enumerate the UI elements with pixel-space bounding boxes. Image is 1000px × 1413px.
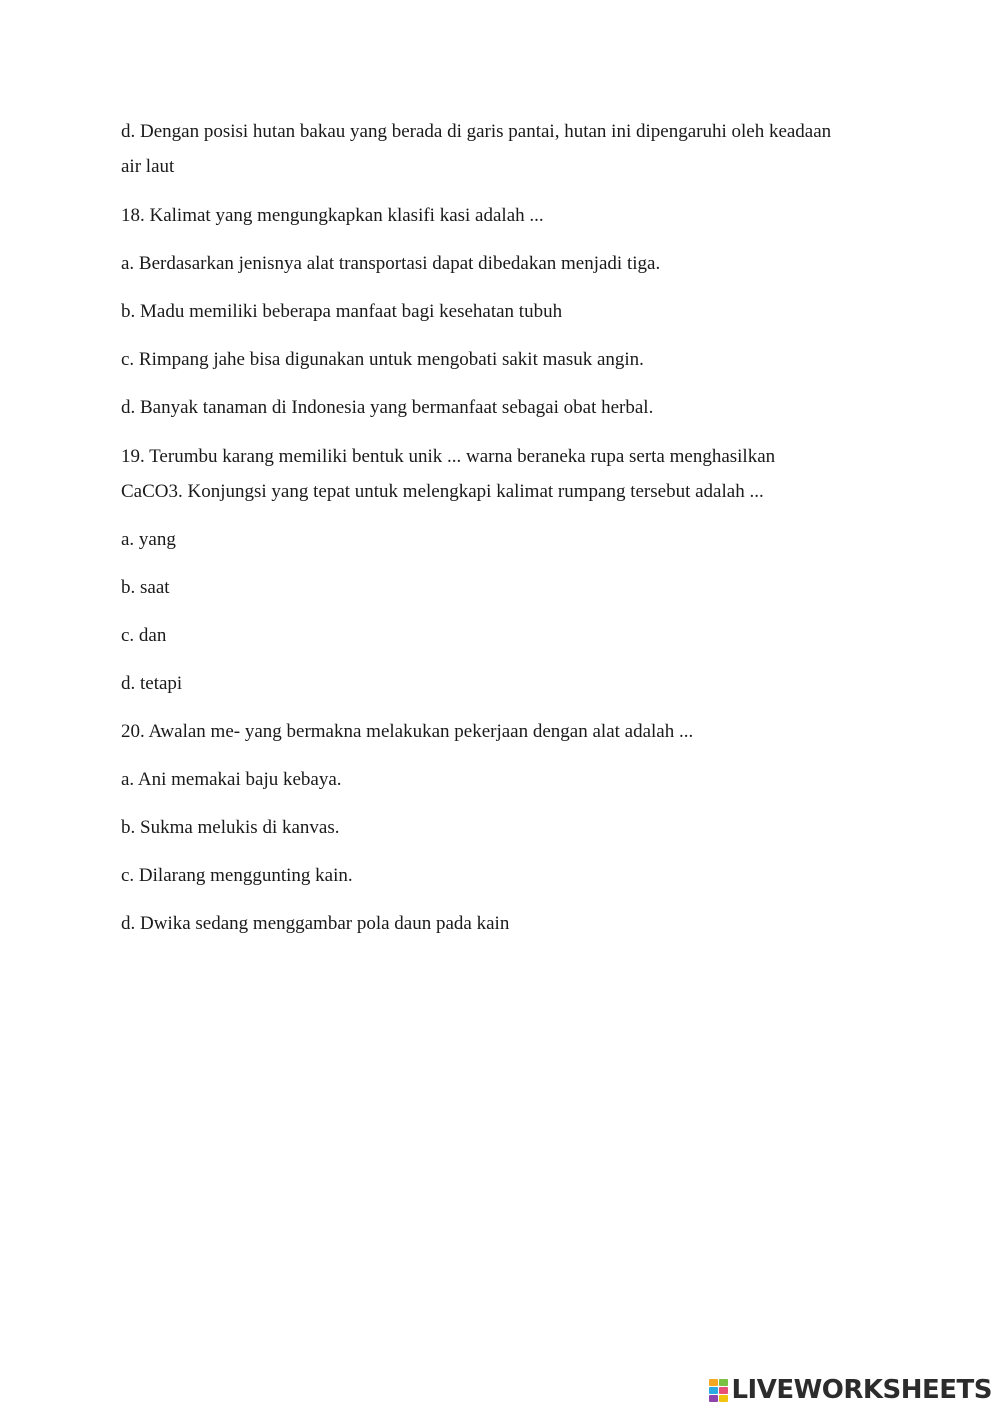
question-18-option-a: a. Berdasarkan jenisnya alat transportasi dapat dibedakan menjadi tiga.: [121, 253, 661, 274]
question-20: 20. Awalan me- yang bermakna melakukan pekerjaan dengan alat adalah ...: [121, 721, 694, 742]
question-18: 18. Kalimat yang mengungkapkan klasifi kasi adalah ...: [121, 205, 544, 226]
question-19-option-a: a. yang: [121, 529, 176, 550]
question-18-option-c: c. Rimpang jahe bisa digunakan untuk mengobati sakit masuk angin.: [121, 349, 644, 370]
question-20-option-b: b. Sukma melukis di kanvas.: [121, 817, 340, 838]
liveworksheets-watermark: [709, 1375, 992, 1405]
question-20-option-c: c. Dilarang menggunting kain.: [121, 865, 353, 886]
liveworksheets-wordmark: LIVEWORKSHEETS: [731, 1375, 992, 1405]
question-17-option-d-line-2: air laut: [121, 156, 175, 177]
question-19-option-b: b. saat: [121, 577, 170, 598]
question-17-option-d-line-1: d. Dengan posisi hutan bakau yang berada di garis pantai, hutan ini dipengaruhi oleh keadaan: [121, 121, 832, 142]
question-19-line-2: CaCO3. Konjungsi yang tepat untuk melengkapi kalimat rumpang tersebut adalah ...: [121, 481, 764, 502]
question-20-option-d: d. Dwika sedang menggambar pola daun pada kain: [121, 913, 510, 934]
question-19-option-c: c. dan: [121, 625, 167, 646]
question-18-option-d: d. Banyak tanaman di Indonesia yang bermanfaat sebagai obat herbal.: [121, 397, 654, 418]
question-18-option-b: b. Madu memiliki beberapa manfaat bagi kesehatan tubuh: [121, 301, 563, 322]
liveworksheets-logo-icon: [709, 1379, 728, 1402]
question-19-line-1: 19. Terumbu karang memiliki bentuk unik ... warna beraneka rupa serta menghasilkan: [121, 446, 776, 467]
question-20-option-a: a. Ani memakai baju kebaya.: [121, 769, 342, 790]
question-19-option-d: d. tetapi: [121, 673, 183, 694]
